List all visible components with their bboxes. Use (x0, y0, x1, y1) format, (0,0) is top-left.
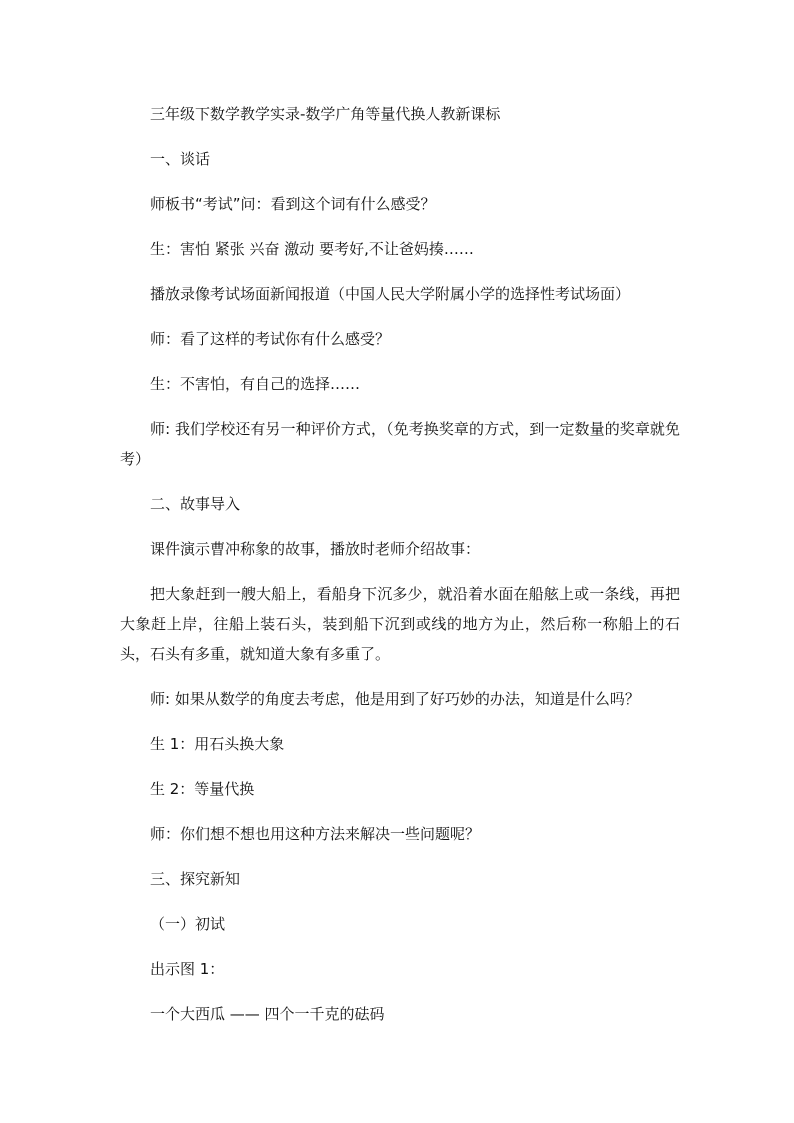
document-title: 三年级下数学教学实录-数学广角等量代换人教新课标 (150, 105, 501, 123)
paragraph: 课件演示曹冲称象的故事，播放时老师介绍故事： (150, 540, 481, 558)
section-heading-3: 三、探究新知 (150, 870, 241, 888)
story-paragraph: 把大象赶到一艘大船上，看船身下沉多少，就沿着水面在船舷上或一条线，再把大象赶上岸，往船上装石头，装到船下沉到或线的地方为止，然后称一称船上的石头，石头有多重，就知道大象有多重了。 (120, 585, 680, 663)
paragraph: 出示图 1： (150, 960, 225, 978)
paragraph: 生 2：等量代换 (150, 780, 255, 798)
paragraph: 师：看了这样的考试你有什么感受？ (150, 330, 391, 348)
paragraph: 师：你们想不想也用这种方法来解决一些问题呢？ (150, 825, 481, 843)
paragraph: 生：不害怕，有自己的选择…… (150, 375, 361, 393)
paragraph: 师板书“考试”问：看到这个词有什么感受？ (150, 195, 436, 213)
paragraph: 师: 我们学校还有另一种评价方式，（免考换奖章的方式，到一定数量的奖章就免考） (120, 420, 680, 468)
paragraph: 一个大西瓜 —— 四个一千克的砝码 (150, 1005, 385, 1023)
paragraph: 师: 如果从数学的角度去考虑，他是用到了好巧妙的办法，知道是什么吗？ (150, 690, 640, 708)
section-heading-1: 一、谈话 (150, 150, 211, 168)
subsection-heading: （一）初试 (150, 915, 226, 933)
section-heading-2: 二、故事导入 (150, 495, 241, 513)
paragraph: 播放录像考试场面新闻报道（中国人民大学附属小学的选择性考试场面） (150, 285, 631, 303)
document-body (120, 99, 680, 1044)
paragraph: 生：害怕 紧张 兴奋 激动 要考好,不让爸妈揍…… (150, 240, 474, 258)
paragraph: 生 1：用石头换大象 (150, 735, 285, 753)
